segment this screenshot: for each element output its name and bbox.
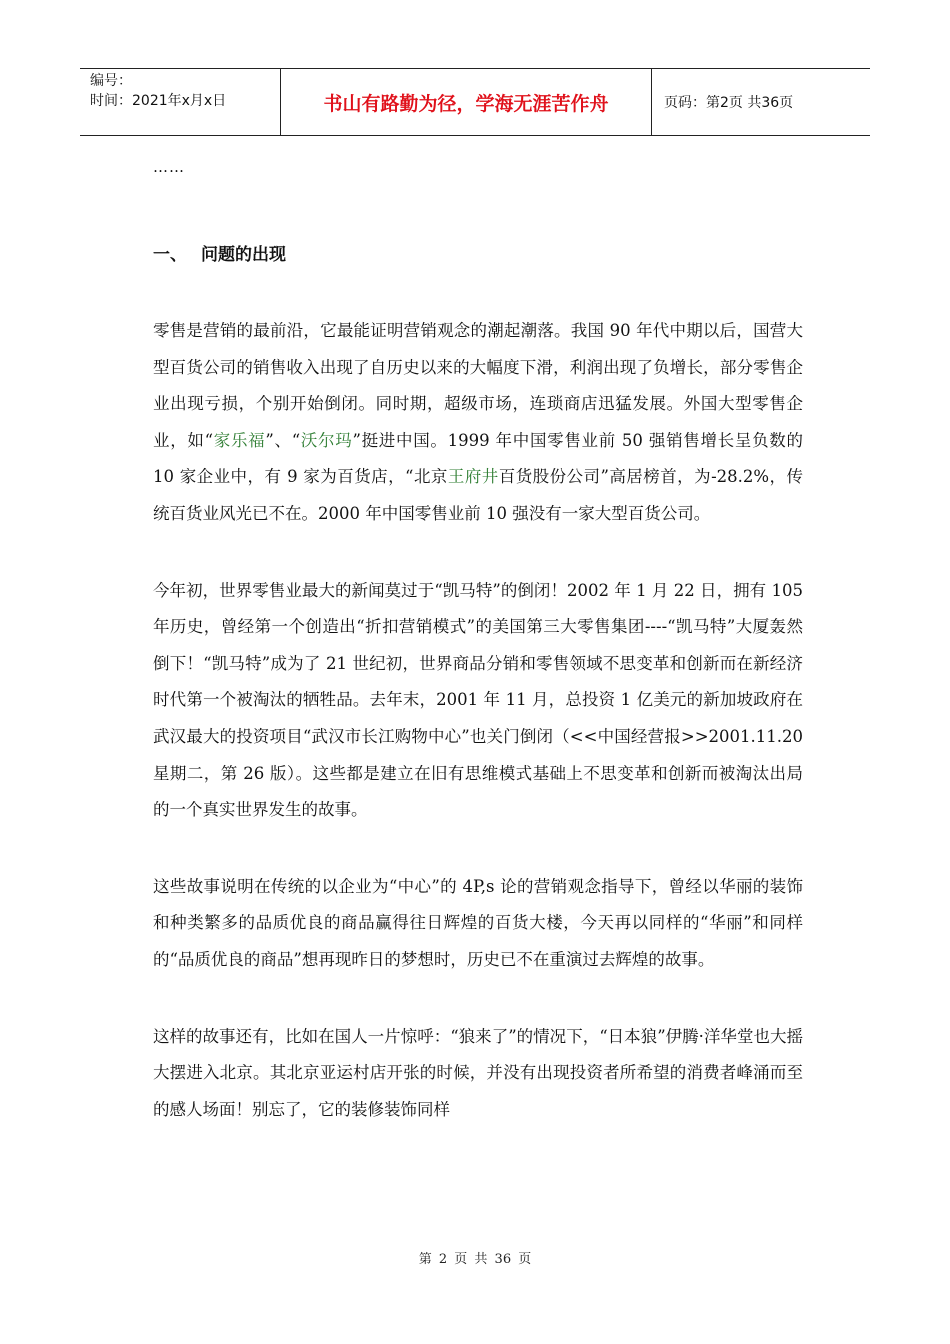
paragraph-4: 这样的故事还有，比如在国人一片惊呼：“狼来了”的情况下，“日本狼”伊腾·洋华堂也大摇大摆进入北京。其北京亚运村店开张的时候，并没有出现投资者所希望的消费者峰涌而至的感人场面！别忘了，它的装修装饰同样: [153, 1026, 803, 1119]
document-body: [153, 150, 803, 1128]
paragraph-1: [153, 313, 803, 533]
paragraph-2: 今年初，世界零售业最大的新闻莫过于“凯马特”的倒闭！2002 年 1 月 22 日，拥有 105 年历史，曾经第一个创造出“折扣营销模式”的美国第三大零售集团----“凯马特”大厦轰然倒下！“凯马特”成为了 21 世纪初，世界商品分销和零售领域不思变革和创新而在新经济时代第一个被淘汰的牺牲品。去年末，2001 年 11 月，总投资 1 亿美元的新加坡政府在武汉最大的投资项目“武汉市长江购物中心”也关门倒闭（<<中国经营报>>2001.11.20 星期二，第 26 版）。这些都是建立在旧有思维模式基础上不思变革和创新而被淘汰出局的一个真实世界发生的故事。: [153, 580, 803, 820]
header-page-info: 页码：第2页 共36页: [664, 95, 794, 111]
date-label: 时间：2021年x月x日: [90, 93, 227, 109]
link-walmart[interactable]: 沃尔玛: [300, 430, 353, 450]
section-number: 一、: [153, 245, 187, 265]
link-carrefour[interactable]: 家乐福: [213, 430, 266, 450]
link-wangfujing[interactable]: 王府井: [447, 467, 499, 487]
page-header: [80, 68, 870, 136]
paragraph-1-text-c: ”挺进中国。1999 年中国零售业前 50 强销售增长呈负数的 10 家企业中，有 9 家为百货店，“北京: [153, 430, 803, 487]
paragraph-1-text-d: 百货股份公司”高居榜首，为-28.2%，传统百货业风光已不在。2000 年中国零售业前 10 强没有一家大型百货公司。: [153, 467, 803, 523]
paragraph-3: 这些故事说明在传统的以企业为“中心”的 4P,s 论的营销观念指导下，曾经以华丽的装饰和种类繁多的品质优良的商品赢得往日辉煌的百货大楼，今天再以同样的“华丽”和同样的“品质优良的商品”想再现昨日的梦想时，历史已不在重演过去辉煌的故事。: [153, 876, 803, 969]
serial-number-label: 编号：: [90, 73, 132, 89]
header-motto: 书山有路勤为径，学海无涯苦作舟: [280, 69, 652, 135]
header-meta: [80, 69, 280, 135]
page-footer: 第 2 页 共 36 页: [418, 1252, 532, 1267]
section-heading: [153, 240, 803, 265]
paragraph-1-text-b: ”、“: [265, 430, 301, 450]
section-title: 问题的出现: [201, 245, 286, 265]
ellipsis-marker: ……: [153, 158, 185, 176]
paragraph-1-text-a: 零售是营销的最前沿，它最能证明营销观念的潮起潮落。我国 90 年代中期以后，国营大型百货公司的销售收入出现了自历史以来的大幅度下滑，利润出现了负增长，部分零售企业出现亏损，个别开始倒闭。同时期，超级市场，连琐商店迅猛发展。外国大型零售企业，如“: [153, 321, 803, 450]
